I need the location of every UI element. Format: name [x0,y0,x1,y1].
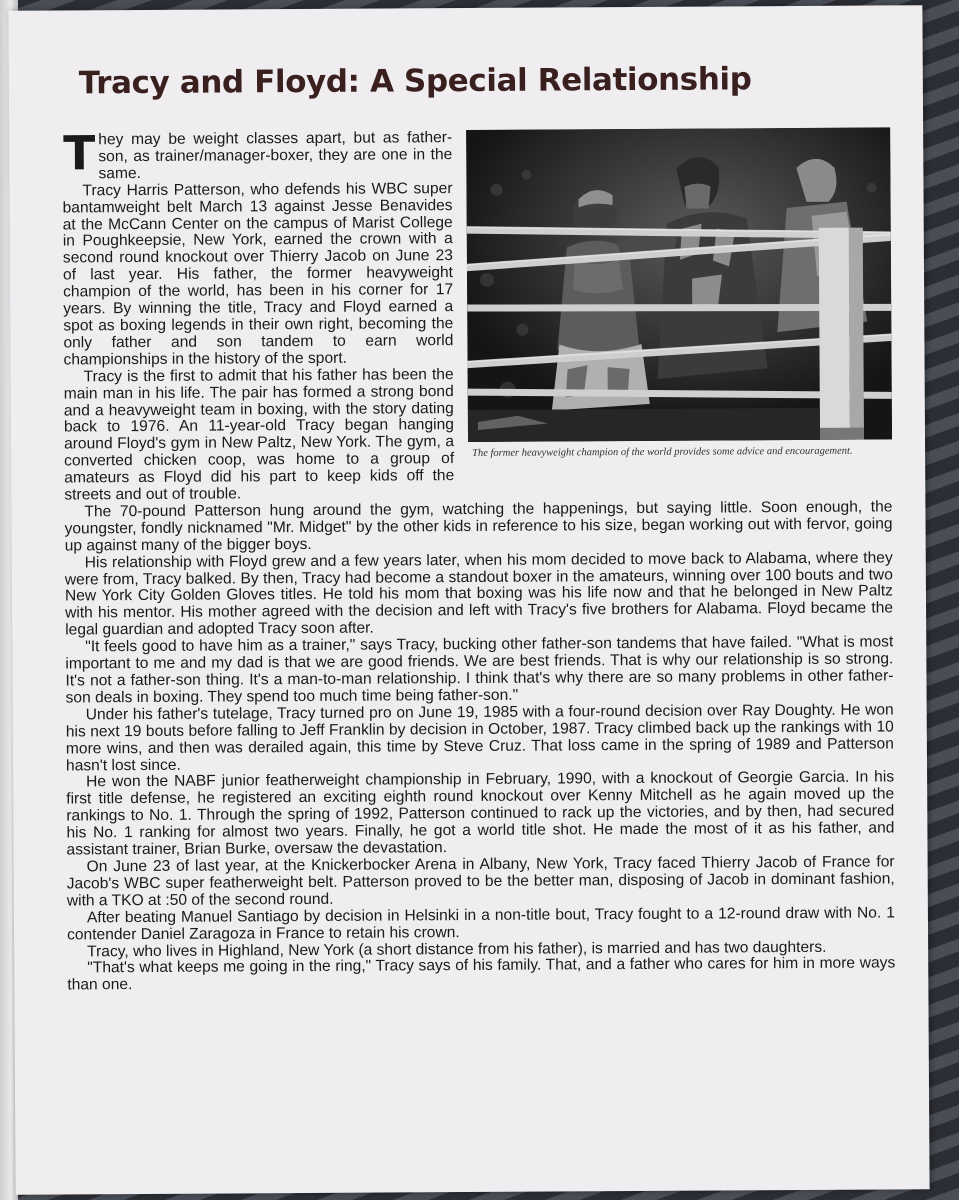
boxing-ring-image [466,127,892,442]
boxing-photo [466,127,892,442]
article-paragraph: His relationship with Floyd grew and a few years later, when his mom decided to move back to Alabama, where they were from, Tracy balked. By then, Tracy had become a standout boxer in the amateurs, winning over 100 bouts and two New York City Golden Gloves titles. He told his mom that boxing was his life now and that he belonged in New Paltz with his mentor. His mother agreed with the decision and left with Tracy's five brothers for Alabama. Floyd became the legal guardian and adopted Tracy soon after. [64,549,894,639]
article-paragraph: Tracy Harris Patterson, who defends his WBC super bantamweight belt March 13 against Jesse Benavides at the McCann Center on the campus of Marist College in Poughkeepsie, New York, earned the crown with a second round knockout over Thierry Jacob on June 23 of last year. His father, the former heavyweight champion of the world, has been in his corner for 17 years. By winning the title, Tracy and Floyd earned a spot as boxing legends in their own right, becoming the only father and son tandem to earn world championships in the history of the sport. [62,179,454,369]
article-paragraph: The 70-pound Patterson hung around the gym, watching the happenings, but saying little. Soon enough, the youngster, fondly nicknamed "Mr. Midget" by the other kids in reference to his size, began working out with fervor, going up against many of the bigger boys. [64,498,893,555]
article-paragraph: He won the NABF junior featherweight championship in February, 1990, with a knockout of Georgie Garcia. In his first title defense, he registered an exciting eighth round knockout over Kenny Mitchell as he again moved up the rankings to No. 1. Through the spring of 1992, Patterson continued to rack up the victories, and by then, had secured his No. 1 ranking for almost two years. Finally, he got a world title shot. He made the most of it as his father, and assistant trainer, Brian Burke, oversaw the devastation. [66,768,895,859]
article-paragraph: "It feels good to have him as a trainer," says Tracy, bucking other father-son tandems that have failed. "What is most important to me and my dad is that we are good friends. We are best friends. That is why our relationship is so strong. It's not a father-son thing. It's a man-to-man relationship. I think that's why there are so many problems in other father-son deals in boxing. They spend too much time being father-son." [65,633,894,707]
article-body [62,127,895,994]
photo-figure [466,127,892,478]
article-paragraph: On June 23 of last year, at the Knickerbocker Arena in Albany, New York, Tracy faced Thierry Jacob of France for Jacob's WBC super featherweight belt. Patterson proved to be the better man, disposing of Jacob in dominant fashion, with a TKO at :50 of the second round. [66,853,895,910]
article-paragraph: "That's what keeps me going in the ring," Tracy says of his family. That, and a father who cares for him in more ways than one. [67,954,896,994]
opening-text: hey may be weight classes apart, but as father-son, as trainer/manager-boxer, they are one in the same. [98,129,453,183]
article-paragraph: Tracy, who lives in Highland, New York (a short distance from his father), is married and has two daughters. [87,938,827,960]
article-paragraph: Under his father's tutelage, Tracy turned pro on June 19, 1985 with a four-round decision over Ray Doughty. He won his next 19 bouts before falling to Jeff Franklin by decision in October, 1987. Tracy climbed back up the rankings with 10 more wins, and then was derailed again, this time by Steve Cruz. That loss came in the spring of 1989 and Patterson hasn't lost since. [65,701,894,774]
magazine-page [8,5,929,1195]
article-paragraph: Tracy is the first to admit that his father has been the main man in his life. The pair has formed a strong bond and a heavyweight team in boxing, with the story dating back to 1976. An 11-year-old Tracy began hanging around Floyd's gym in New Paltz, New York. The gym, a converted chicken coop, was home to a group of amateurs as Floyd did his part to keep kids off the streets and out of trouble. [63,365,455,504]
article-paragraph: After beating Manuel Santiago by decision in Helsinki in a non-title bout, Tracy fought to a 12-round draw with No. 1 contender Daniel Zaragoza in France to retain his crown. [66,904,895,944]
drop-cap-letter: T [63,126,96,182]
photo-caption: The former heavyweight champion of the world provides some advice and encouragement. [472,445,853,459]
article-title: Tracy and Floyd: A Special Relationship [78,61,752,102]
